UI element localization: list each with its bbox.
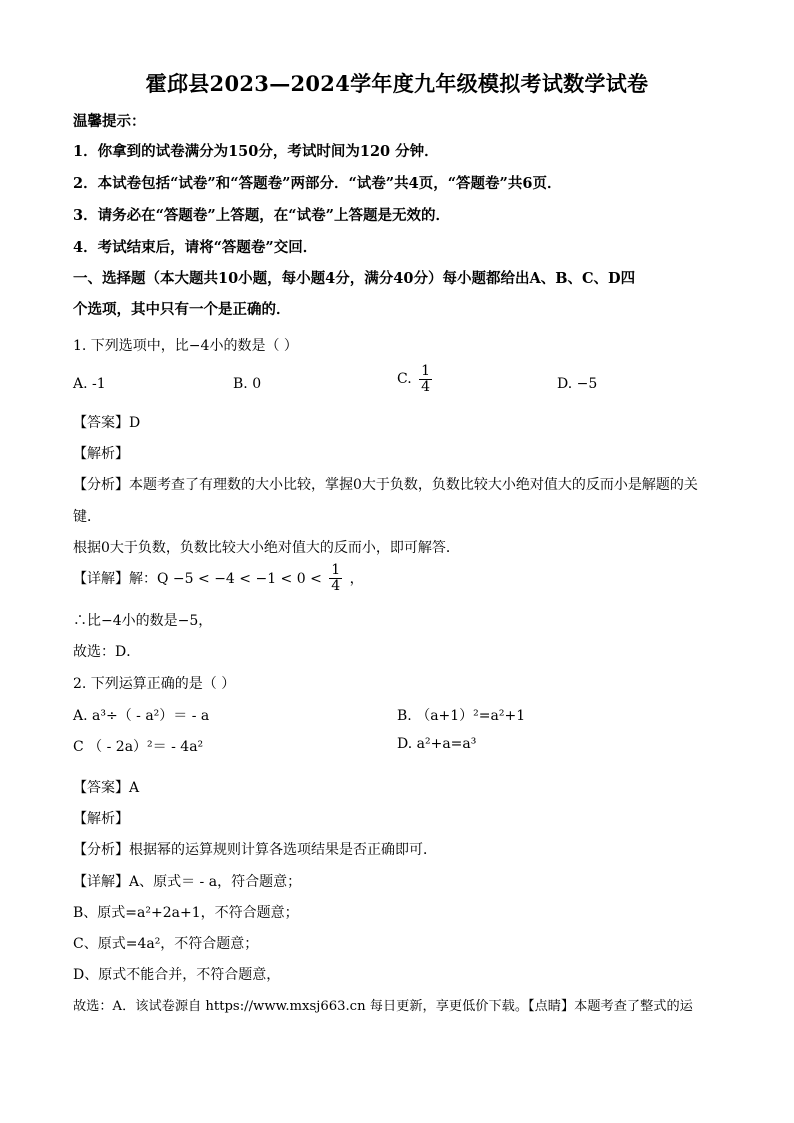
q2-option-a: A. a³÷（ - a²）＝ - a — [73, 708, 210, 724]
q1-detail-fraction — [329, 563, 342, 593]
q2-detail-a: 【详解】A、原式＝ - a，符合题意； — [73, 874, 302, 890]
tip-item-2: 2．本试卷包括“试卷”和“答题卷”两部分．“试卷”共4页，“答题卷”共6页． — [73, 175, 562, 192]
q1-option-c — [397, 364, 435, 394]
q1-option-c-numerator: 1 — [421, 363, 431, 379]
q2-footer-line: 故选：A．该试卷源自 https://www.mxsj663.cn 每日更新，享更低价下载。【点睛】本题考查了整式的运 — [73, 999, 693, 1014]
q1-method: 根据0大于负数，负数比较大小绝对值大的反而小，即可解答． — [73, 540, 460, 556]
q1-option-a: A. -1 — [73, 376, 106, 392]
q2-option-c: C （ - 2a）²＝ - 4a² — [73, 739, 204, 755]
tip-item-3: 3．请务必在“答题卷”上答题，在“试卷”上答题是无效的． — [73, 207, 450, 224]
section-heading-line-2: 个选项，其中只有一个是正确的． — [73, 301, 291, 318]
q1-detail — [73, 563, 364, 593]
q2-detail-d: D、原式不能合并，不符合题意， — [73, 967, 281, 983]
q1-option-c-fraction — [419, 364, 432, 394]
tip-item-1: 1．你拿到的试卷满分为150分，考试时间为120 分钟． — [73, 143, 439, 160]
q2-detail-c: C、原式=4a²，不符合题意； — [73, 936, 259, 952]
q2-option-d: D. a²+a=a³ — [397, 736, 477, 752]
q1-option-c-prefix: C. — [397, 371, 412, 388]
q2-stem: 2. 下列运算正确的是（ ） — [73, 676, 236, 692]
q1-detail-prefix: 【详解】解：Q −5 < −4 < −1 < 0 < — [73, 571, 322, 588]
q1-analysis-label: 【解析】 — [73, 446, 129, 462]
section-heading-line-1: 一、选择题（本大题共10小题，每小题4分，满分40分）每小题都给出A、B、C、D四 — [73, 270, 636, 287]
q1-detail-denominator: 4 — [331, 577, 341, 594]
q2-answer: 【答案】A — [73, 780, 140, 796]
q1-analysis-line-1: 【分析】本题考查了有理数的大小比较，掌握0大于负数，负数比较大小绝对值大的反而小是解题的关 — [73, 477, 698, 493]
q2-analysis-label: 【解析】 — [73, 811, 129, 827]
page-title: 霍邱县2023—2024学年度九年级模拟考试数学试卷 — [145, 71, 649, 96]
q1-detail-numerator: 1 — [331, 562, 341, 578]
q1-conclusion: ∴比−4小的数是−5， — [73, 613, 213, 629]
q2-detail-b: B、原式=a²+2a+1，不符合题意； — [73, 905, 299, 921]
q1-option-b: B. 0 — [233, 376, 262, 392]
tips-heading: 温馨提示： — [73, 113, 146, 130]
q2-analysis: 【分析】根据幂的运算规则计算各选项结果是否正确即可． — [73, 842, 437, 858]
q1-stem: 1. 下列选项中，比−4小的数是（ ） — [73, 338, 298, 354]
q1-answer: 【答案】D — [73, 415, 141, 431]
q1-analysis-line-2: 键． — [73, 509, 101, 525]
q1-choice: 故选：D． — [73, 644, 141, 660]
q1-detail-suffix: ， — [349, 571, 364, 588]
q2-option-b: B. （a+1）²=a²+1 — [397, 708, 526, 724]
tip-item-4: 4．考试结束后，请将“答题卷”交回． — [73, 239, 318, 256]
q1-option-c-denominator: 4 — [421, 378, 431, 395]
q1-option-d: D. −5 — [557, 376, 598, 392]
